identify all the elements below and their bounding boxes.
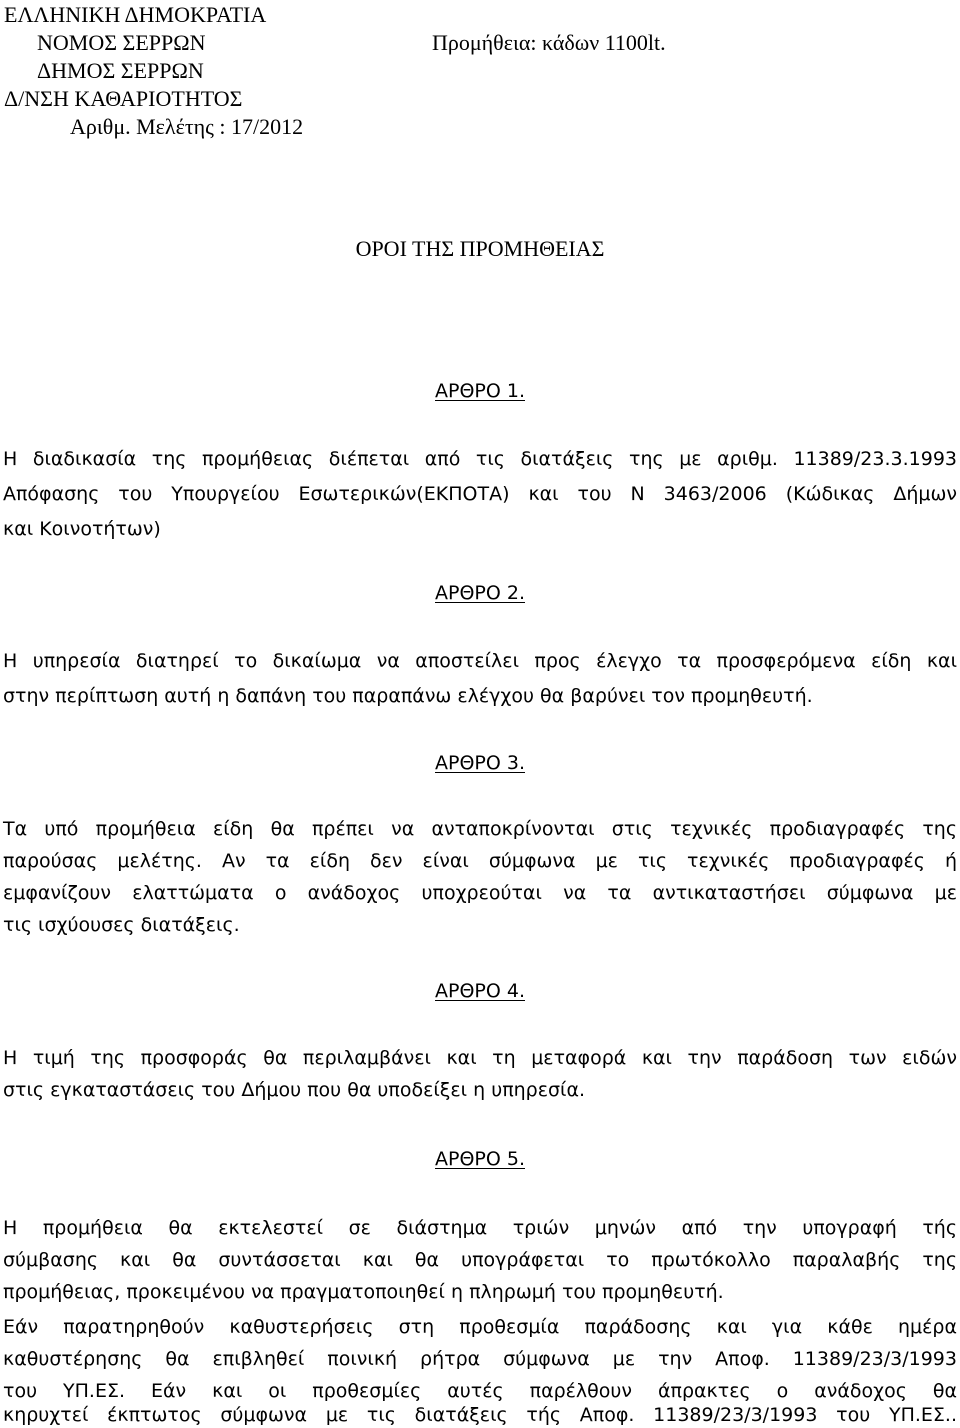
article-4-line: στις εγκαταστάσεις του Δήμου που θα υποδείξει η υπηρεσία.	[3, 1079, 586, 1101]
header-line-prefecture: ΝΟΜΟΣ ΣΕΡΡΩΝ	[37, 30, 206, 55]
article-1-line: και Κοινοτήτων)	[3, 518, 161, 540]
article-2-line: στην περίπτωση αυτή η δαπάνη του παραπάνω ελέγχου θα βαρύνει τον προμηθευτή.	[3, 685, 813, 707]
article-3-line: παρούσας μελέτης. Αν τα είδη δεν είναι σύμφωνα με τις τεχνικές προδιαγραφές ή	[3, 850, 957, 872]
article-3-line: Τα υπό προμήθεια είδη θα πρέπει να ανταποκρίνονται στις τεχνικές προδιαγραφές της	[3, 818, 957, 840]
article-2-heading: ΑΡΘΡΟ 2.	[435, 582, 525, 604]
article-5-line: του ΥΠ.ΕΣ. Εάν και οι προθεσμίες αυτές παρέλθουν άπρακτες ο ανάδοχος θα	[3, 1380, 957, 1402]
article-5-line: Η προμήθεια θα εκτελεστεί σε διάστημα τριών μηνών από την υπογραφή τής	[3, 1217, 957, 1239]
header-supply-subject: Προμήθεια: κάδων 1100lt.	[432, 30, 666, 55]
header-line-department: Δ/ΝΣΗ ΚΑΘΑΡΙΟΤΗΤΟΣ	[4, 86, 243, 111]
article-1-line: Απόφασης του Υπουργείου Εσωτερικών(ΕΚΠΟΤΑ) και του Ν 3463/2006 (Κώδικας Δήμων	[3, 483, 957, 505]
article-5-heading: ΑΡΘΡΟ 5.	[435, 1148, 525, 1170]
article-4-line: Η τιμή της προσφοράς θα περιλαμβάνει και τη μεταφορά και την παράδοση των ειδών	[3, 1047, 957, 1069]
page-title: ΟΡΟΙ ΤΗΣ ΠΡΟΜΗΘΕΙΑΣ	[355, 236, 605, 261]
article-3-heading: ΑΡΘΡΟ 3.	[435, 752, 525, 774]
article-5-line: προμήθειας, προκειμένου να πραγματοποιηθεί η πληρωμή του προμηθευτή.	[3, 1281, 724, 1303]
article-5-line: κηρυχτεί έκπτωτος σύμφωνα με τις διατάξεις τής Αποφ. 11389/23/3/1993 του ΥΠ.ΕΣ..	[3, 1404, 957, 1426]
article-5-line: σύμβασης και θα συντάσσεται και θα υπογράφεται το πρωτόκολλο παραλαβής της	[3, 1249, 957, 1271]
article-5-line: Εάν παρατηρηθούν καθυστερήσεις στη προθεσμία παράδοσης και για κάθε ημέρα	[3, 1316, 957, 1338]
header-line-study-number: Αριθμ. Μελέτης : 17/2012	[70, 114, 304, 139]
header-line-republic: ΕΛΛΗΝΙΚΗ ΔΗΜΟΚΡΑΤΙΑ	[4, 2, 267, 27]
article-4-heading: ΑΡΘΡΟ 4.	[435, 980, 525, 1002]
article-3-line: τις ισχύουσες διατάξεις.	[3, 914, 240, 936]
article-3-line: εμφανίζουν ελαττώματα ο ανάδοχος υποχρεούται να τα αντικαταστήσει σύμφωνα με	[3, 882, 957, 904]
header-line-municipality: ΔΗΜΟΣ ΣΕΡΡΩΝ	[37, 58, 204, 83]
article-1-line: Η διαδικασία της προμήθειας διέπεται από τις διατάξεις της με αριθμ. 11389/23.3.1993	[3, 448, 957, 470]
article-2-line: Η υπηρεσία διατηρεί το δικαίωμα να αποστείλει προς έλεγχο τα προσφερόμενα είδη και	[3, 650, 957, 672]
article-5-line: καθυστέρησης θα επιβληθεί ποινική ρήτρα σύμφωνα με την Αποφ. 11389/23/3/1993	[3, 1348, 957, 1370]
article-1-heading: ΑΡΘΡΟ 1.	[435, 380, 525, 402]
